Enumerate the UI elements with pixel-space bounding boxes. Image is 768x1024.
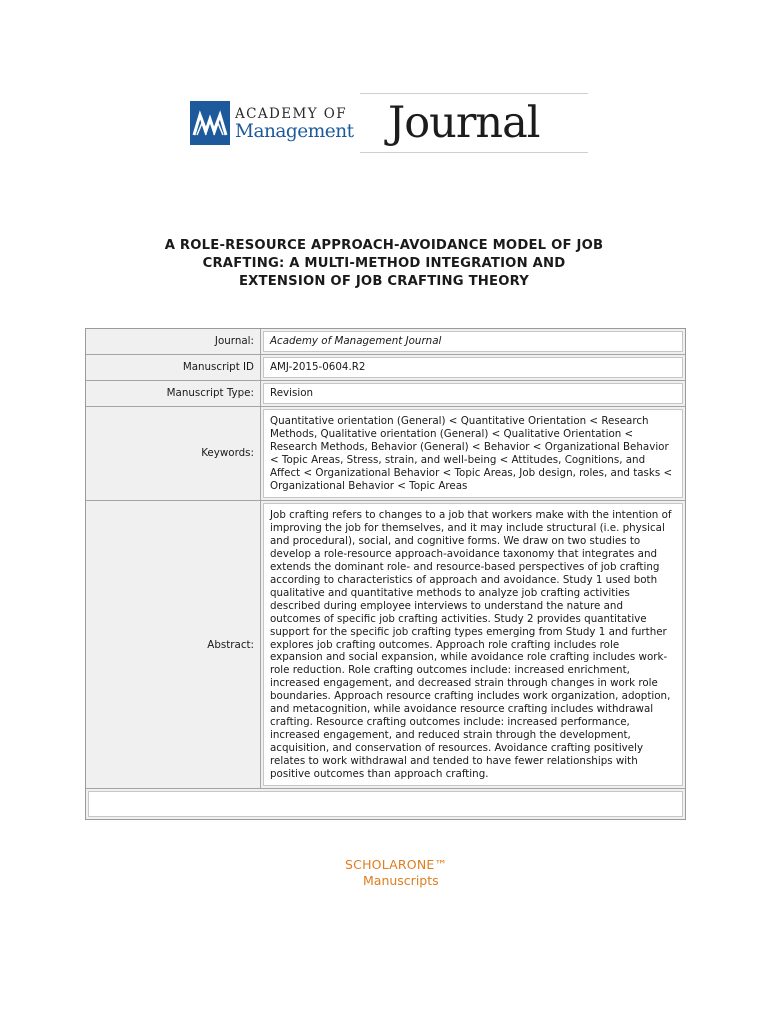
article-title <box>100 237 668 291</box>
table-row-manuscript-id <box>86 355 685 381</box>
abstract-value: Job crafting refers to changes to a job that workers make with the intention of improving the job for themselves, and it may include structural (i.e. physical and procedural), social, and cognitive forms. We draw on two studies to develop a role-resource approach-avoidance taxonomy that integrates and extends the dominant role- and resource-based perspectives of job crafting according to characteristics of approach and avoidance. Study 1 used both qualitative and quantitative methods to analyze job crafting activities described during employee interviews to understand the nature and outcomes of specific job crafting activities. Study 2 provides quantitative support for the specific job crafting types emerging from Study 1 and further explores job crafting outcomes. Approach role crafting includes role expansion and social expansion, while avoidance role crafting includes work-role reduction. Role crafting outcomes include: increased enrichment, increased engagement, and decreased strain through changes in work role boundaries. Approach resource crafting includes work organization, adoption, and metacognition, while avoidance resource crafting includes withdrawal crafting. Resource crafting outcomes include: increased performance, increased engagement, and reduced strain through the development, acquisition, and conservation of resources. Avoidance crafting positively relates to work withdrawal and tended to have fewer relationships with positive outcomes than approach crafting. <box>263 503 683 786</box>
scholarone-logo-line2: Manuscripts <box>363 873 439 888</box>
empty-cell <box>88 791 683 817</box>
manuscript-id-label: Manuscript ID <box>86 355 261 380</box>
title-line-2: CRAFTING: A MULTI-METHOD INTEGRATION AND <box>202 256 566 271</box>
journal-wordmark-text: Journal <box>388 98 540 148</box>
keywords-label: Keywords: <box>86 407 261 500</box>
table-row-abstract <box>86 501 685 789</box>
manuscript-info-table <box>85 328 686 820</box>
table-row-journal <box>86 329 685 355</box>
aom-logo-line2: Management <box>235 121 354 142</box>
manuscript-id-value: AMJ-2015-0604.R2 <box>263 357 683 378</box>
scholarone-manuscripts-logo <box>345 857 448 889</box>
scholarone-logo-line1: SCHOLARONE™ <box>345 857 448 872</box>
journal-label: Journal: <box>86 329 261 354</box>
manuscript-type-value: Revision <box>263 383 683 404</box>
aom-logo-line1: ACADEMY OF <box>235 106 347 122</box>
table-row-keywords <box>86 407 685 501</box>
abstract-label: Abstract: <box>86 501 261 788</box>
journal-value: Academy of Management Journal <box>263 331 683 352</box>
journal-header <box>190 93 590 153</box>
academy-of-management-logo <box>190 101 352 145</box>
title-line-3: EXTENSION OF JOB CRAFTING THEORY <box>238 274 530 289</box>
aom-mountain-icon <box>190 101 230 145</box>
manuscript-type-label: Manuscript Type: <box>86 381 261 406</box>
table-row-manuscript-type <box>86 381 685 407</box>
journal-wordmark <box>360 93 588 153</box>
title-line-1: A ROLE-RESOURCE APPROACH-AVOIDANCE MODEL OF JOB <box>164 238 604 253</box>
keywords-value: Quantitative orientation (General) < Quantitative Orientation < Research Methods, Qualitative orientation (General) < Qualitative Orientation < Research Methods, Behavior (General) < Behavior < Organizational Behavior < Topic Areas, Stress, strain, and well-being < Attitudes, Cognitions, and Affect < Organizational Behavior < Topic Areas, Job design, roles, and tasks < Organizational Behavior < Topic Areas <box>263 409 683 498</box>
table-row-empty <box>86 789 685 819</box>
